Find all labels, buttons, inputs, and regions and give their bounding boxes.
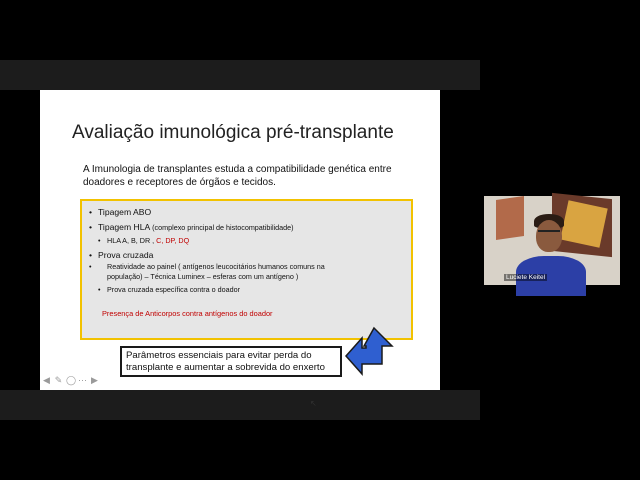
- bullet-dot-icon: •: [89, 250, 93, 260]
- participant-face: [536, 220, 562, 252]
- bullet-dot-icon: •: [98, 236, 101, 245]
- bullet-dot-icon: •: [89, 262, 92, 271]
- mouse-cursor-icon: ↖: [310, 399, 317, 408]
- bullet-dot-icon: •: [89, 207, 93, 217]
- presentation-slide: [40, 90, 440, 408]
- sub-bullet-hla-loci: • HLA A, B, DR , C, DP, DQ: [98, 236, 190, 245]
- bullet-prova-cruzada: • Prova cruzada: [89, 250, 154, 260]
- sub-bullet-reatividade: • Reatividade ao painel ( antígenos leucocitários humanos comuns na população) – Técnica Luminex – esferas com um antígeno ): [89, 262, 325, 281]
- slideshow-toolbar: [42, 376, 99, 385]
- antibody-warning-text: Presença de Anticorpos contra antígenos do doador: [102, 309, 273, 318]
- key-parameters-callout: Parâmetros essenciais para evitar perda do transplante e aumentar a sobrevida do enxerto: [120, 346, 342, 377]
- arrow-right-icon[interactable]: ▶: [91, 375, 98, 385]
- participant-name-label: Luciete Keitel: [506, 274, 546, 281]
- arrow-left-icon[interactable]: ◀: [43, 375, 50, 385]
- painting-artwork: [560, 200, 607, 247]
- sub-bullet-especifica: • Prova cruzada específica contra o doador: [98, 285, 241, 294]
- slide-intro-text: A Imunologia de transplantes estuda a compatibilidade genética entre doadores e receptores de órgãos e tecidos.: [83, 164, 392, 188]
- pen-icon[interactable]: ✎: [54, 375, 63, 385]
- bullet-hla: • Tipagem HLA (complexo principal de histocompatibilidade): [89, 222, 294, 232]
- participant-video-tile[interactable]: [484, 196, 620, 285]
- zoom-icon[interactable]: ◯: [66, 375, 77, 385]
- screen-share-top-bar: [0, 60, 480, 90]
- screen-share-bottom-bar: [0, 390, 480, 420]
- bullet-dot-icon: •: [98, 285, 101, 294]
- painting-artwork: [496, 196, 524, 240]
- more-icon[interactable]: ⋯: [78, 375, 87, 385]
- u-turn-arrow-icon: [344, 326, 394, 376]
- slide-title: Avaliação imunológica pré-transplante: [72, 122, 394, 143]
- bullet-abo: • Tipagem ABO: [89, 207, 152, 217]
- bullet-dot-icon: •: [89, 222, 93, 232]
